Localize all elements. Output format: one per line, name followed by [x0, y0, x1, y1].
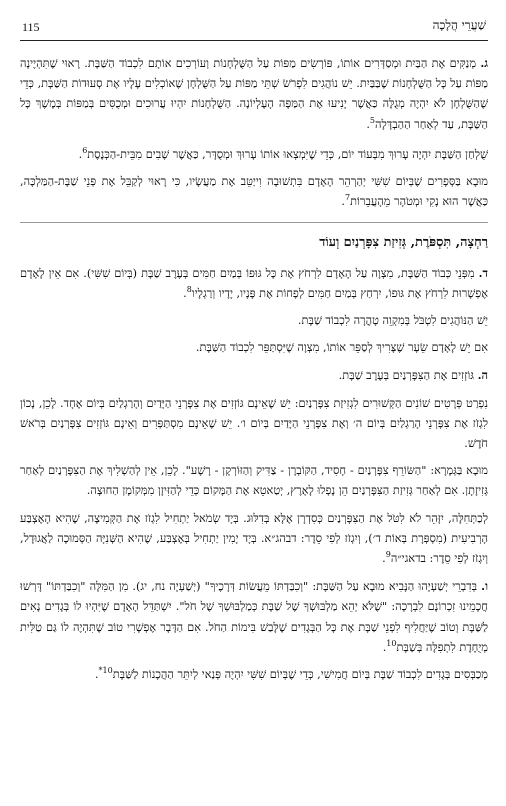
paragraph-end: . — [183, 286, 187, 300]
paragraph-g — [20, 53, 488, 135]
section-title: רַחְצָה, תִּסְפֹּרֶת, גְּזִיזַת צִפָּרְנַיִם וְעוֹד — [319, 235, 488, 251]
paragraph-text: לְכַתְּחִלָּה, יִזָּהֵר לֹא לִטֹּל אֶת הַצִּפָּרְנַיִם כְּסִדְרָן אֶלָּא בְּדִלּוּג. בְּיָד שְׂמֹאל יַתְחִיל לִגְזֹז אֶת הַקְּמִיצָה, שֶׁהִיא הָאֶצְבַּע הָרְבִיעִית (מִסְפְּרָת בְּאוֹת ד׳), וְיִגְזֹז לְפִי סֵדֶר: דבהג״א. בְּיָד יָמִין יַתְחִיל בְּאֶצְבַּע, שֶׁהִיא הַשְּׁנִיָּה הַסְּמוּכָה לַאֲגוּדָל, וְיִגְזֹז לְפִי סֵדֶר: בדאגי״ה — [20, 511, 488, 566]
paragraph-end: . — [341, 195, 346, 209]
paragraph-nails-details — [20, 394, 488, 455]
paragraph-text: מְנַקִּים אֶת הַבַּיִת וּמְסַדְּרִים אוֹתוֹ, פּוֹרְשִׂים מַפּוֹת עַל הַשֻּׁלְחָנוֹת וְעוֹרְכִים אוֹתָם לִכְבוֹד הַשַּׁבָּת. רָאוּי שֶׁתִּהְיֶינָה מַפּוֹת עַל כָּל הַשֻּׁלְחָנוֹת שֶׁבַּבַּיִת. יֵשׁ נוֹהֲגִים לִפְרֹשׂ שְׁתֵּי מַפּוֹת עַל הַשֻּׁלְחָן שֶׁאוֹכְלִים עָלָיו אֶת סְעוּדוֹת הַשַּׁבָּת, כְּדֵי שֶׁהַשֻּׁלְחָן לֹא יִהְיֶה מְגֻלֶּה כַּאֲשֶׁר יָנִיעוּ אֶת הַמַּפָּה הָעֶלְיוֹנָה. הַשֻּׁלְחָנוֹת יִהְיוּ עֲרוּכִים וּמְכֻסִּים בְּמַפּוֹת בְּמֶשֶׁךְ כָּל הַשַּׁבָּת, עַד לְאַחַר הַהַבְדָּלָה — [20, 57, 488, 131]
paragraph-end: . — [78, 147, 83, 161]
paragraph-end: . — [382, 552, 386, 566]
paragraph-haircut — [20, 338, 488, 358]
document-page — [0, 6, 506, 806]
footnote-ref: 7 — [345, 193, 351, 203]
paragraph-h — [20, 365, 488, 386]
running-title: שַׁעֲרֵי הֲלָכָה — [432, 18, 486, 32]
page-body — [20, 53, 488, 685]
footnote-ref: 10* — [98, 666, 113, 676]
paragraph-text: גּוֹזְזִים אֶת הַצִּפָּרְנַיִם בְּעֶרֶב שַׁבָּת. — [338, 369, 478, 383]
footnote-ref: 8 — [186, 285, 192, 295]
page-number: 115 — [22, 20, 40, 34]
footnote-ref: 6 — [82, 146, 88, 156]
paragraph-laundry — [20, 665, 488, 685]
paragraph-text: מוּבָא בַּגְּמָרָא: "הַשּׂוֹרֵף צִפָּרְנַיִם - חָסִיד, הַקּוֹבְרָן - צַדִּיק וְהַזּוֹרְקָן - רָשָׁע". לָכֵן, אֵין לְהַשְׁלִיךְ אֶת הַצִּפָּרְנַיִם לְאַחַר גְּזִיזָתָן. אִם לְאַחַר גְּזִיזַת הַצִּפָּרְנַיִם הֵן נָפְלוּ לָאָרֶץ, יְטַאטֵא אֶת הַמָּקוֹם כְּדֵי לְהַזִּיזָן מִמְּקוֹמָן הַחוּצָה. — [20, 464, 488, 498]
paragraph-end: . — [94, 668, 99, 682]
paragraph-text: בְּדִבְרֵי יְשַׁעְיָהוּ הַנָּבִיא מוּבָא עַל הַשַּׁבָּת: "וְכִבַּדְתּוֹ מֵעֲשׂוֹת דְּרָכֶיךָ" (יְשַׁעְיָה נח, יג). מִן הַמִּלָּה "וְכִבַּדְתּוֹ" דָּרְשׁוּ חֲכָמֵינוּ זִכְרוֹנָם לִבְרָכָה: "שֶׁלֹּא יְהֵא מַלְבּוּשְׁךָ שֶׁל שַׁבָּת כְּמַלְבּוּשְׁךָ שֶׁל חֹל". יִשְׁתַּדֵּל הָאָדָם שֶׁיִּהְיוּ לוֹ בְּגָדִים נָאִים לַשַּׁבָּת וְטוֹב שֶׁיַּחֲלִיף לִפְנֵי שַׁבָּת אֶת כָּל הַבְּגָדִים שֶׁלָּבַשׁ בִּימוֹת הַחֹל. אִם הַדָּבָר אֶפְשָׁרִי טוֹב שֶׁתִּהְיֶה לוֹ גַּם טַלִּית מְיֻחֶדֶת לִתְפִלָּה בְּשַׁבָּת — [20, 580, 488, 654]
footnote-ref: 10 — [386, 639, 397, 649]
paragraph-mikveh — [20, 311, 488, 331]
section-divider — [20, 222, 488, 223]
paragraph-order — [20, 509, 488, 570]
footnote-ref: 9 — [385, 550, 391, 560]
paragraph-v — [20, 576, 488, 658]
paragraph-text: מוּבָא בַּסְּפָרִים שֶׁבְּיוֹם שִׁשִּׁי יְהַרְהֵר הָאָדָם בִּתְשׁוּבָה וִייַטֵּב אֶת מַעֲשָׂיו, כִּי רָאוּי לְקַבֵּל אֶת פְּנֵי שַׁבָּת-הַמַּלְכָּה, כַּאֲשֶׁר הוּא נָקִי וּמְטֹהָר מֵהָעֲבֵרוֹת — [20, 175, 488, 209]
paragraph-marker: ד. — [478, 265, 488, 280]
paragraph-end: . — [382, 640, 387, 654]
paragraph-text: יֵשׁ הַנּוֹהֲגִים לִטְבֹּל בְּמִקְוֵה טָהֳרָה לִכְבוֹד שַׁבָּת. — [297, 314, 488, 328]
paragraph-text: אִם יֵשׁ לָאָדָם שֵׂעָר שֶׁצָּרִיךְ לְסַפֵּר אוֹתוֹ, מִצְוָה שֶׁיִּסְתַּפֵּר לִכְבוֹד הַשַּׁבָּת. — [195, 341, 488, 355]
paragraph-marker: ג. — [480, 56, 488, 70]
paragraph-text: מְכַבְּסִים בְּגָדִים לִכְבוֹד שַׁבָּת בְּיוֹם חֲמִישִׁי, כְּדֵי שֶׁבְּיוֹם שִׁשִּׁי יִהְיֶה פְּנַאי לְיִתֵּר הַהֲכָנוֹת לַשַּׁבָּת — [112, 668, 488, 682]
paragraph-marker: ה. — [477, 368, 488, 383]
paragraph-text: שֻׁלְחַן הַשַּׁבָּת יִהְיֶה עָרוּךְ מִבְּעוֹד יוֹם, כְּדֵי שֶׁיִּמְצְאוּ אוֹתוֹ עָרוּךְ וּמְסֻדָּר, כַּאֲשֶׁר שָׁבִים מִבֵּית-הַכְּנֶסֶת — [87, 147, 488, 161]
paragraph-repentance — [20, 172, 488, 212]
paragraph-end: . — [366, 117, 370, 131]
paragraph-table-ready — [20, 145, 488, 165]
page-header — [20, 6, 488, 41]
paragraph-gemara — [20, 461, 488, 501]
footnote-ref: 5 — [369, 115, 376, 125]
paragraph-text: נִפְרַט פְּרָטִים שׁוֹנִים הַקְּשׁוּרִים לִגְזִיזַת צִפָּרְנַיִם: יֵשׁ שֶׁאֵינָם גּוֹזְזִים אֶת צִפָּרְנֵי הַיָּדַיִם וְהָרַגְלַיִם בְּיוֹם אֶחָד. לָכֵן, נָכוֹן לִגְזֹז אֶת צִפָּרְנֵי הָרַגְלַיִם בְּיוֹם ה׳ וְאֶת צִפָּרְנֵי הַיָּדַיִם בְּיוֹם ו׳. יֵשׁ שֶׁאֵינָם מִסְתַּפְּרִים וְאֵינָם גּוֹזְזִים צִפָּרְנַיִם בְּרֹאשׁ חֹדֶשׁ. — [20, 396, 488, 451]
paragraph-d — [20, 263, 488, 304]
paragraph-text: מִפְּנֵי כְּבוֹד הַשַּׁבָּת, מִצְוָה עַל הָאָדָם לִרְחֹץ אֶת כָּל גּוּפוֹ בְּמַיִם חַמִּים בְּעֶרֶב שַׁבָּת (בְּיוֹם שִׁשִּׁי). אִם אֵין לָאָדָם אֶפְשָׁרוּת לִרְחֹץ אֶת גּוּפוֹ, יִרְחַץ בְּמַיִם חַמִּים לְפָחוֹת אֶת פָּנָיו, יָדָיו וְרַגְלָיו — [20, 266, 488, 300]
paragraph-marker: ו. — [481, 579, 488, 594]
